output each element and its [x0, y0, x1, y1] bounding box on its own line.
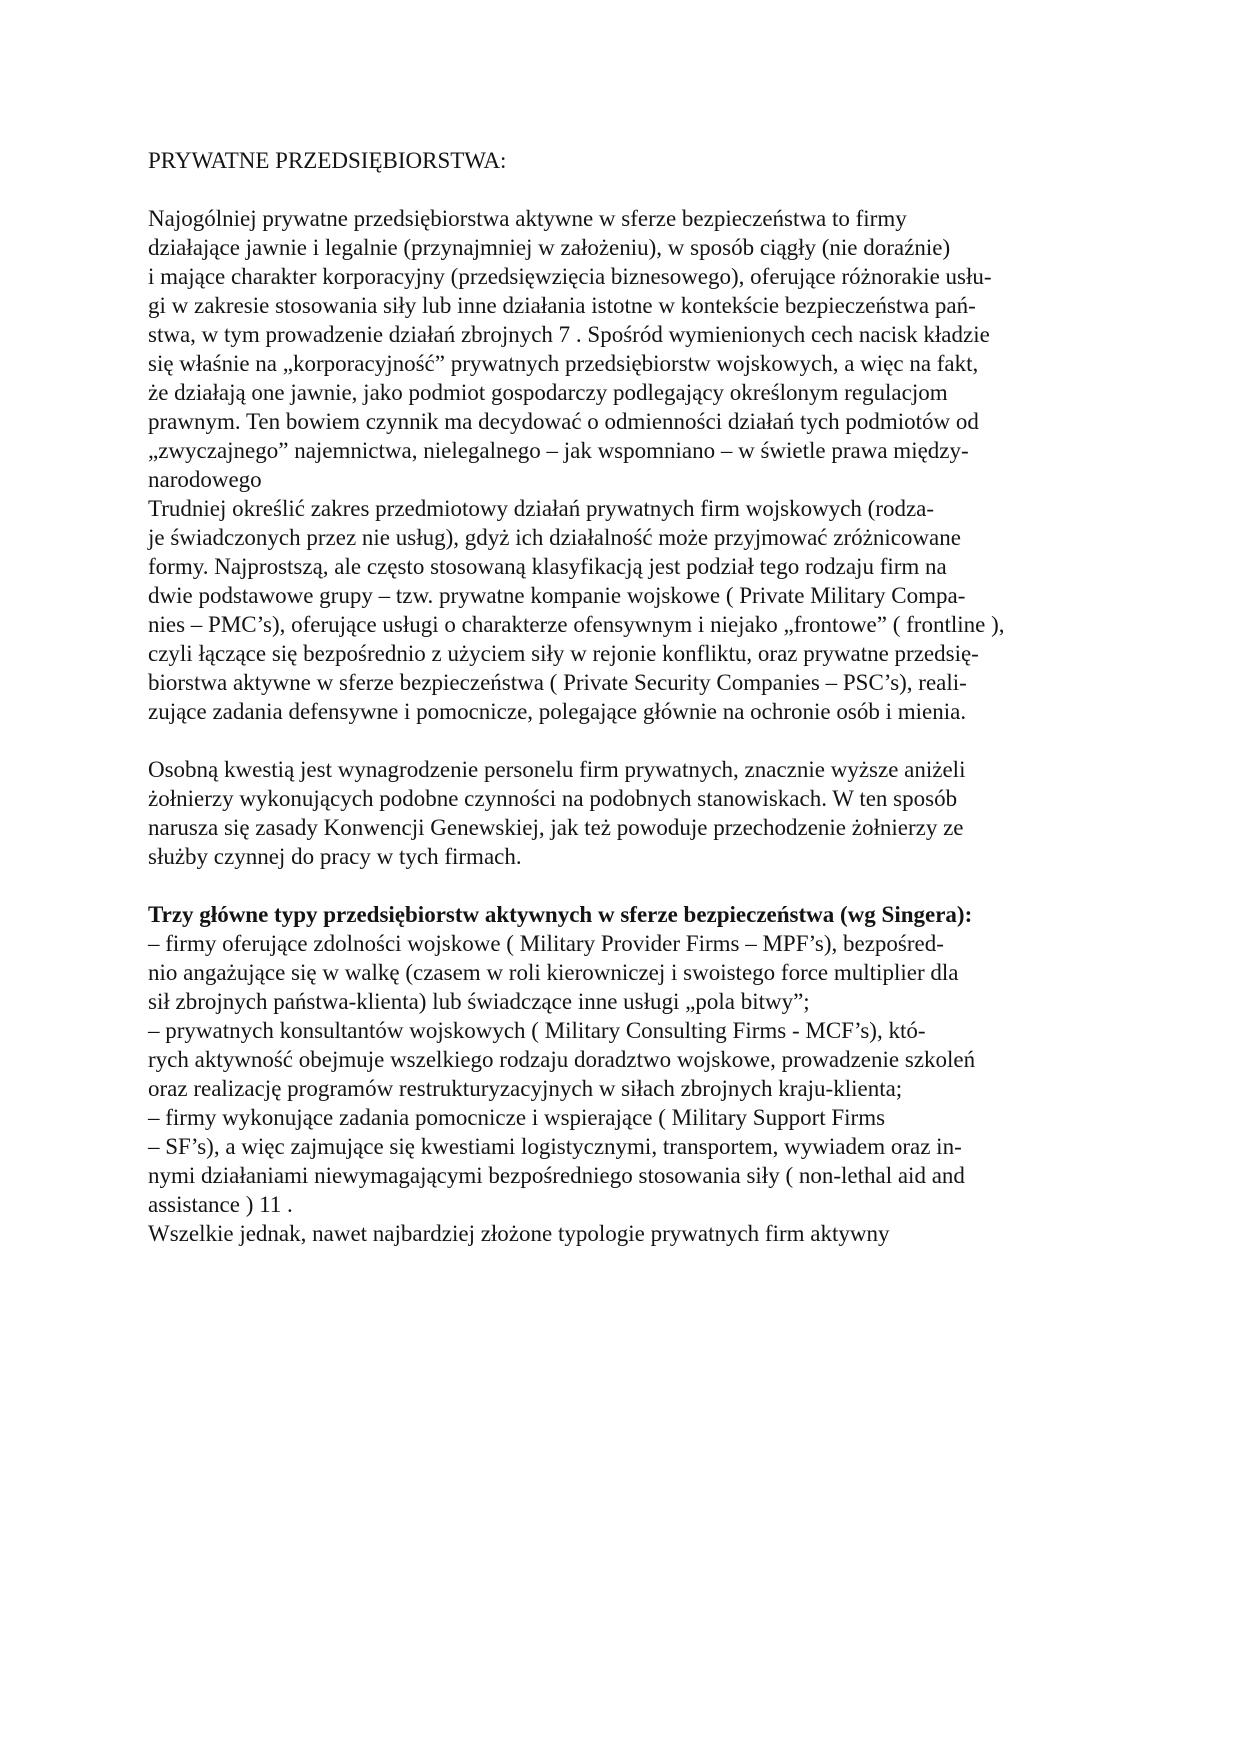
text-line: biorstwa aktywne w sferze bezpieczeństwa ( Private Security Companies – PSC’s), reali-	[148, 670, 967, 695]
text-line: formy. Najprostszą, ale często stosowaną klasyfikacją jest podział tego rodzaju firm na	[148, 554, 947, 579]
paragraph-types	[148, 929, 1078, 1248]
text-line: że działają one jawnie, jako podmiot gospodarczy podlegający określonym regulacjom	[148, 380, 948, 405]
text-line: Wszelkie jednak, nawet najbardziej złożone typologie prywatnych firm aktywny	[148, 1221, 890, 1246]
text-line: – SF’s), a więc zajmujące się kwestiami logistycznymi, transportem, wywiadem oraz in-	[148, 1134, 962, 1159]
text-line: się właśnie na „korporacyjność” prywatnych przedsiębiorstw wojskowych, a więc na fakt,	[148, 351, 979, 376]
paragraph-spacer	[148, 175, 1078, 204]
paragraph-spacer	[148, 726, 1078, 755]
text-line: gi w zakresie stosowania siły lub inne działania istotne w kontekście bezpieczeństwa pań-	[148, 293, 976, 318]
text-line: nymi działaniami niewymagającymi bezpośredniego stosowania siły ( non-lethal aid and	[148, 1163, 965, 1188]
text-line: oraz realizację programów restrukturyzacyjnych w siłach zbrojnych kraju-klienta;	[148, 1076, 903, 1101]
paragraph-salary	[148, 755, 1078, 871]
text-line: assistance ) 11 .	[148, 1192, 293, 1217]
text-line: rych aktywność obejmuje wszelkiego rodzaju doradztwo wojskowe, prowadzenie szkoleń	[148, 1047, 976, 1072]
document-title: PRYWATNE PRZEDSIĘBIORSTWA:	[148, 148, 507, 173]
text-line: je świadczonych przez nie usług), gdyż ich działalność może przyjmować zróżnicowane	[148, 525, 961, 550]
text-line: dwie podstawowe grupy – tzw. prywatne kompanie wojskowe ( Private Military Compa-	[148, 583, 966, 608]
text-line: stwa, w tym prowadzenie działań zbrojnych 7 . Spośród wymienionych cech nacisk kładzie	[148, 322, 990, 347]
text-line: zujące zadania defensywne i pomocnicze, polegające głównie na ochronie osób i mienia.	[148, 699, 967, 724]
paragraph-spacer	[148, 871, 1078, 900]
text-line: – firmy wykonujące zadania pomocnicze i wspierające ( Military Support Firms	[148, 1105, 886, 1130]
section-heading: Trzy główne typy przedsiębiorstw aktywnych w sferze bezpieczeństwa (wg Singera):	[148, 902, 973, 927]
text-line: prawnym. Ten bowiem czynnik ma decydować o odmienności działań tych podmiotów od	[148, 409, 979, 434]
text-line: nio angażujące się w walkę (czasem w roli kierowniczej i swoistego force multiplier dla	[148, 960, 959, 985]
text-line: Najogólniej prywatne przedsiębiorstwa aktywne w sferze bezpieczeństwa to firmy	[148, 206, 907, 231]
text-line: narodowego	[148, 467, 262, 492]
paragraph-definition	[148, 204, 1078, 726]
text-line: działające jawnie i legalnie (przynajmniej w założeniu), w sposób ciągły (nie doraźnie)	[148, 235, 951, 260]
text-line: czyli łączące się bezpośrednio z użyciem siły w rejonie konfliktu, oraz prywatne przedsię-	[148, 641, 979, 666]
text-line: żołnierzy wykonujących podobne czynności na podobnych stanowiskach. W ten sposób	[148, 786, 958, 811]
text-line: nies – PMC’s), oferujące usługi o charakterze ofensywnym i niejako „frontowe” ( frontline ),	[148, 612, 1005, 637]
text-line: i mające charakter korporacyjny (przedsięwzięcia biznesowego), oferujące różnorakie usłu-	[148, 264, 992, 289]
text-line: „zwyczajnego” najemnictwa, nielegalnego – jak wspomniano – w świetle prawa między-	[148, 438, 969, 463]
text-line: narusza się zasady Konwencji Genewskiej, jak też powoduje przechodzenie żołnierzy ze	[148, 815, 964, 840]
text-line: Trudniej określić zakres przedmiotowy działań prywatnych firm wojskowych (rodza-	[148, 496, 935, 521]
text-line: – firmy oferujące zdolności wojskowe ( Military Provider Firms – MPF’s), bezpośred-	[148, 931, 944, 956]
text-line: – prywatnych konsultantów wojskowych ( Military Consulting Firms - MCF’s), któ-	[148, 1018, 926, 1043]
document-page	[148, 146, 1078, 1248]
text-line: Osobną kwestią jest wynagrodzenie personelu firm prywatnych, znacznie wyższe aniżeli	[148, 757, 966, 782]
text-line: sił zbrojnych państwa-klienta) lub świadczące inne usługi „pola bitwy”;	[148, 989, 810, 1014]
text-line: służby czynnej do pracy w tych firmach.	[148, 844, 522, 869]
